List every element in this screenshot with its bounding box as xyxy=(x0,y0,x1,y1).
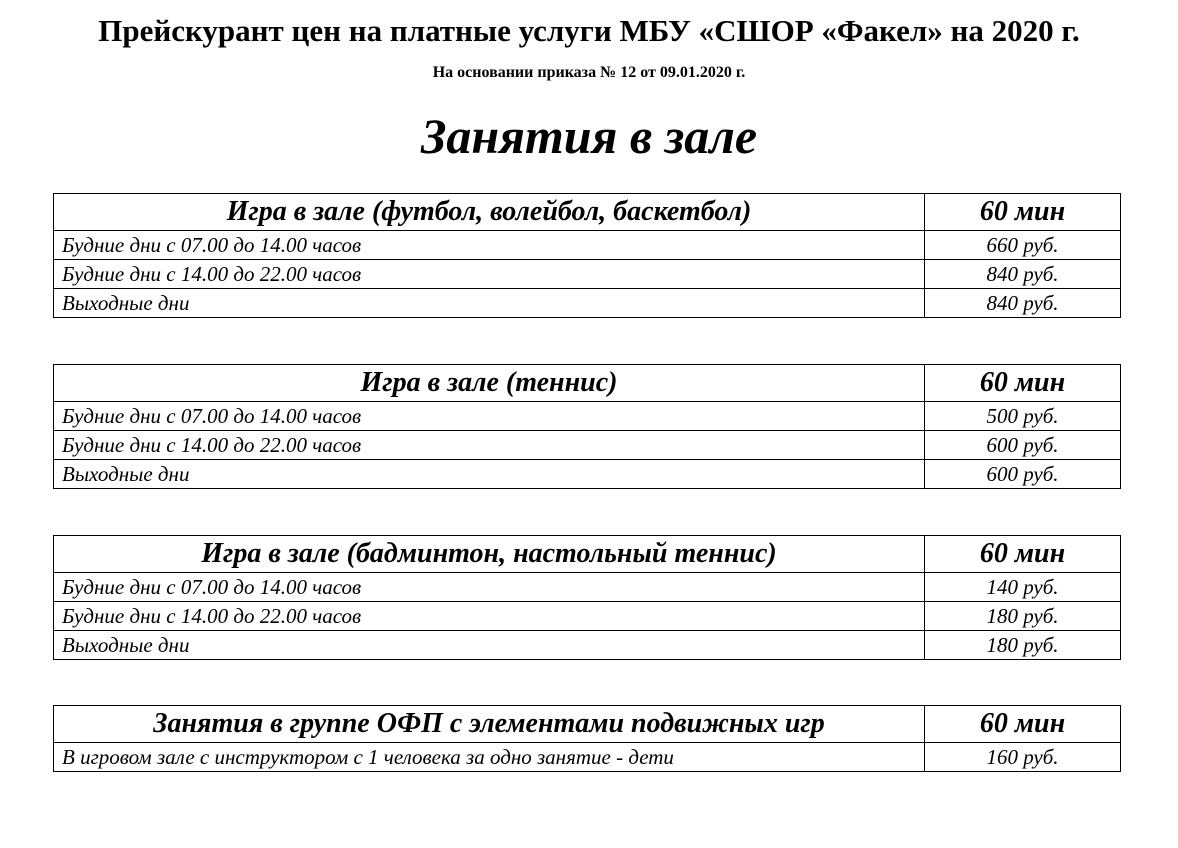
table-row xyxy=(54,260,1121,289)
time-slot-label: Будние дни с 14.00 до 22.00 часов xyxy=(54,260,925,289)
price-value: 140 руб. xyxy=(925,573,1121,602)
table-row xyxy=(54,743,1121,772)
table-header-row xyxy=(54,536,1121,573)
price-value: 180 руб. xyxy=(925,631,1121,660)
service-title: Игра в зале (футбол, волейбол, баскетбол) xyxy=(54,194,925,231)
table-row xyxy=(54,460,1121,489)
time-slot-label: Будние дни с 07.00 до 14.00 часов xyxy=(54,402,925,431)
service-title: Занятия в группе ОФП с элементами подвижных игр xyxy=(54,706,925,743)
price-table-tennis xyxy=(53,364,1121,489)
price-value: 840 руб. xyxy=(925,289,1121,318)
document-subtitle: На основании приказа № 12 от 09.01.2020 г. xyxy=(432,64,746,81)
table-row xyxy=(54,431,1121,460)
table-row xyxy=(54,573,1121,602)
price-value: 660 руб. xyxy=(925,231,1121,260)
price-value: 500 руб. xyxy=(925,402,1121,431)
table-row xyxy=(54,631,1121,660)
table-row xyxy=(54,602,1121,631)
service-title: Игра в зале (теннис) xyxy=(54,365,925,402)
price-value: 600 руб. xyxy=(925,431,1121,460)
time-slot-label: Выходные дни xyxy=(54,631,925,660)
time-slot-label: Будние дни с 14.00 до 22.00 часов xyxy=(54,431,925,460)
price-value: 180 руб. xyxy=(925,602,1121,631)
table-row xyxy=(54,402,1121,431)
section-heading: Занятия в зале xyxy=(420,108,758,164)
service-duration: 60 мин xyxy=(925,536,1121,573)
price-value: 160 руб. xyxy=(925,743,1121,772)
time-slot-label: Выходные дни xyxy=(54,460,925,489)
time-slot-label: В игровом зале с инструктором с 1 человека за одно занятие - дети xyxy=(54,743,925,772)
price-table-sports-games xyxy=(53,193,1121,318)
service-duration: 60 мин xyxy=(925,706,1121,743)
time-slot-label: Будние дни с 07.00 до 14.00 часов xyxy=(54,573,925,602)
service-duration: 60 мин xyxy=(925,194,1121,231)
price-value: 840 руб. xyxy=(925,260,1121,289)
service-title: Игра в зале (бадминтон, настольный теннис) xyxy=(54,536,925,573)
price-table-ofp-group xyxy=(53,705,1121,772)
time-slot-label: Будние дни с 14.00 до 22.00 часов xyxy=(54,602,925,631)
price-table-badminton xyxy=(53,535,1121,660)
price-value: 600 руб. xyxy=(925,460,1121,489)
table-header-row xyxy=(54,365,1121,402)
time-slot-label: Будние дни с 07.00 до 14.00 часов xyxy=(54,231,925,260)
table-row xyxy=(54,231,1121,260)
document-title: Прейскурант цен на платные услуги МБУ «СШОР «Факел» на 2020 г. xyxy=(98,13,1080,48)
time-slot-label: Выходные дни xyxy=(54,289,925,318)
service-duration: 60 мин xyxy=(925,365,1121,402)
table-header-row xyxy=(54,706,1121,743)
table-header-row xyxy=(54,194,1121,231)
table-row xyxy=(54,289,1121,318)
